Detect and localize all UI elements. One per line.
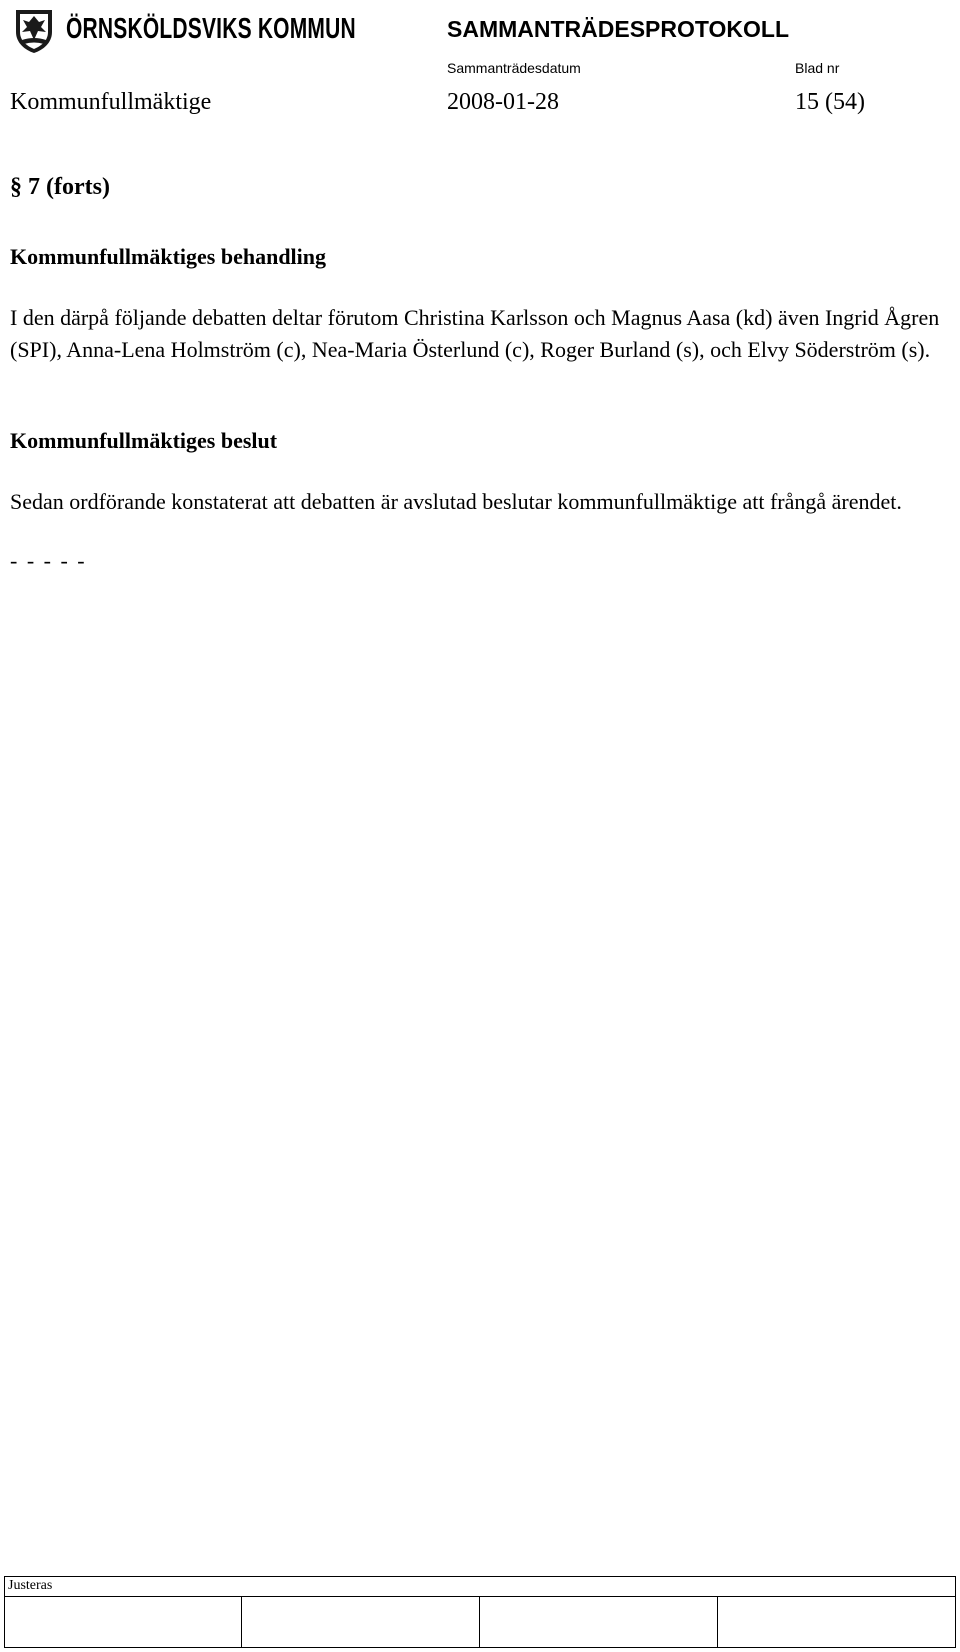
municipality-logo (10, 5, 356, 55)
handling-paragraph: I den därpå följande debatten deltar förutom Christina Karlsson och Magnus Aasa (kd) även Ingrid Ågren (SPI), Anna-Lena Holmström (c), Nea-Maria Österlund (c), Roger Burland (s), och Elvy Söderström (s). (10, 305, 940, 362)
document-type: SAMMANTRÄDESPROTOKOLL (447, 16, 790, 42)
section-title: § 7 (forts) (10, 174, 110, 200)
justeras-label: Justeras (8, 1578, 53, 1593)
meeting-body: Kommunfullmäktige (10, 89, 212, 115)
handling-heading: Kommunfullmäktiges behandling (10, 244, 327, 269)
decision-heading: Kommunfullmäktiges beslut (10, 428, 278, 453)
justeras-table (4, 1576, 956, 1648)
decision-paragraph: Sedan ordförande konstaterat att debatten är avslutad beslutar kommunfullmäktige att frångå ärendet. (10, 489, 902, 514)
justeras-cell-divider (717, 1596, 718, 1647)
justeras-cell-divider (241, 1596, 242, 1647)
page-label: Blad nr (795, 60, 840, 76)
justeras-row-divider (5, 1596, 955, 1597)
municipal-coat-of-arms-icon (10, 6, 58, 54)
date-label: Sammanträdesdatum (447, 60, 581, 76)
organization-name: ÖRNSKÖLDSVIKS KOMMUN (66, 13, 356, 45)
justeras-cell-divider (479, 1596, 480, 1647)
meeting-date: 2008-01-28 (447, 89, 559, 115)
end-marker: - - - - - (10, 548, 87, 573)
page-number: 15 (54) (795, 89, 865, 115)
